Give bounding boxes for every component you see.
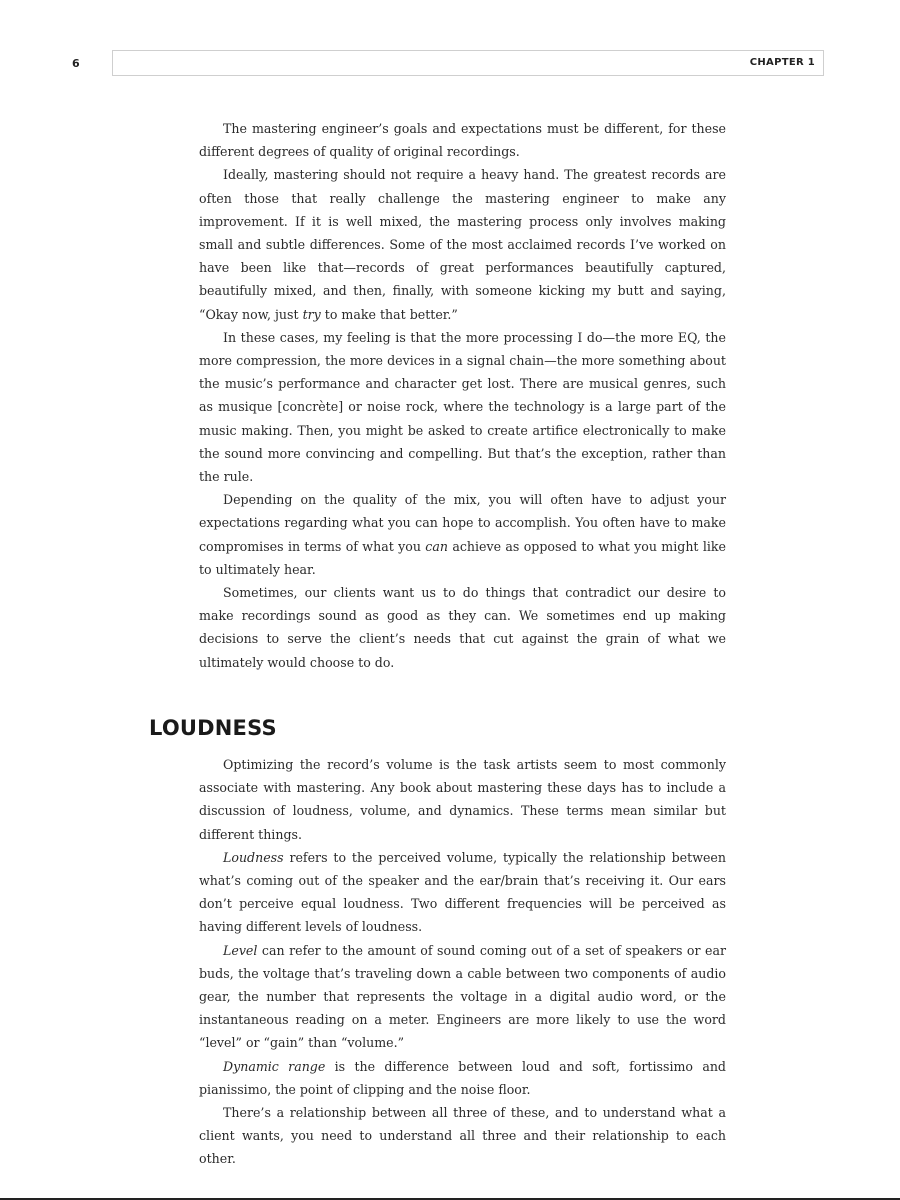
section-heading: LOUDNESS — [149, 716, 277, 740]
paragraph — [199, 326, 726, 488]
paragraph — [199, 117, 726, 163]
text-run: to make that better.” — [320, 306, 458, 322]
text-run: is the difference between loud and soft, fortissimo and pianissimo, the point of clipping and the noise floor. — [199, 1058, 726, 1097]
text-run: Optimizing the record’s volume is the task artists seem to most commonly associate with mastering. Any book about mastering these days has to include a discussion of loudness, volume, and dynamics. These terms mean similar but different things. — [199, 757, 726, 842]
paragraph — [199, 1055, 726, 1101]
intro-text-block — [199, 117, 726, 674]
text-run: In these cases, my feeling is that the more processing I do—the more EQ, the more compression, the more devices in a signal chain—the more something about the music’s performance and character get lost. There are musical genres, such as musique [concrète] or noise rock, where the technology is a large part of the music making. Then, you might be asked to create artifice electronically to make the sound more convincing and compelling. But that’s the exception, rather than the rule. — [199, 329, 726, 485]
paragraph — [199, 1101, 726, 1171]
paragraph — [199, 846, 726, 939]
loudness-text-block — [199, 753, 726, 1171]
italic-term: Dynamic range — [223, 1058, 326, 1074]
text-run: The mastering engineer’s goals and expectations must be different, for these different degrees of quality of original recordings. — [199, 121, 726, 160]
chapter-label: CHAPTER 1 — [749, 57, 815, 68]
paragraph — [199, 488, 726, 581]
paragraph — [199, 581, 726, 674]
text-run: Depending on the quality of the mix, you will often have to adjust your expectations regarding what you can hope to accomplish. You often have to make compromises in terms of what you — [199, 492, 726, 554]
text-run: achieve as opposed to what you might like to ultimately hear. — [199, 538, 726, 577]
text-run: Sometimes, our clients want us to do things that contradict our desire to make recordings sound as good as they can. We sometimes end up making decisions to serve the client’s needs that cut against the grain of what we ultimately would choose to do. — [199, 585, 726, 670]
italic-term: Loudness — [223, 849, 284, 865]
paragraph — [199, 163, 726, 325]
text-run: Ideally, mastering should not require a heavy hand. The greatest records are often those that really challenge the mastering engineer to make any improvement. If it is well mixed, the mastering process only involves making small and subtle differences. Some of the most acclaimed records I’ve worked on have been like that—records of great performances beautifully captured, beautifully mixed, and then, finally, with someone kicking my butt and saying, “Okay now, just — [199, 167, 726, 322]
text-run: can refer to the amount of sound coming out of a set of speakers or ear buds, the voltage that’s traveling down a cable between two components of audio gear, the number that represents the voltage in a digital audio word, or the instantaneous reading on a meter. Engineers are more likely to use the word “level” or “gain” than “volume.” — [199, 942, 726, 1051]
italic-term: Level — [223, 942, 258, 958]
page-number: 6 — [72, 57, 80, 70]
text-run: There’s a relationship between all three of these, and to understand what a client wants, you need to understand all three and their relationship to each other. — [199, 1105, 726, 1167]
paragraph — [199, 939, 726, 1055]
running-head — [112, 50, 824, 76]
text-run: refers to the perceived volume, typically the relationship between what’s coming out of the speaker and the ear/brain that’s receiving it. Our ears don’t perceive equal loudness. Two different frequencies will be perceived as having different levels of loudness. — [199, 849, 726, 935]
paragraph — [199, 753, 726, 846]
italic-term: can — [425, 538, 448, 554]
italic-term: try — [302, 306, 321, 322]
